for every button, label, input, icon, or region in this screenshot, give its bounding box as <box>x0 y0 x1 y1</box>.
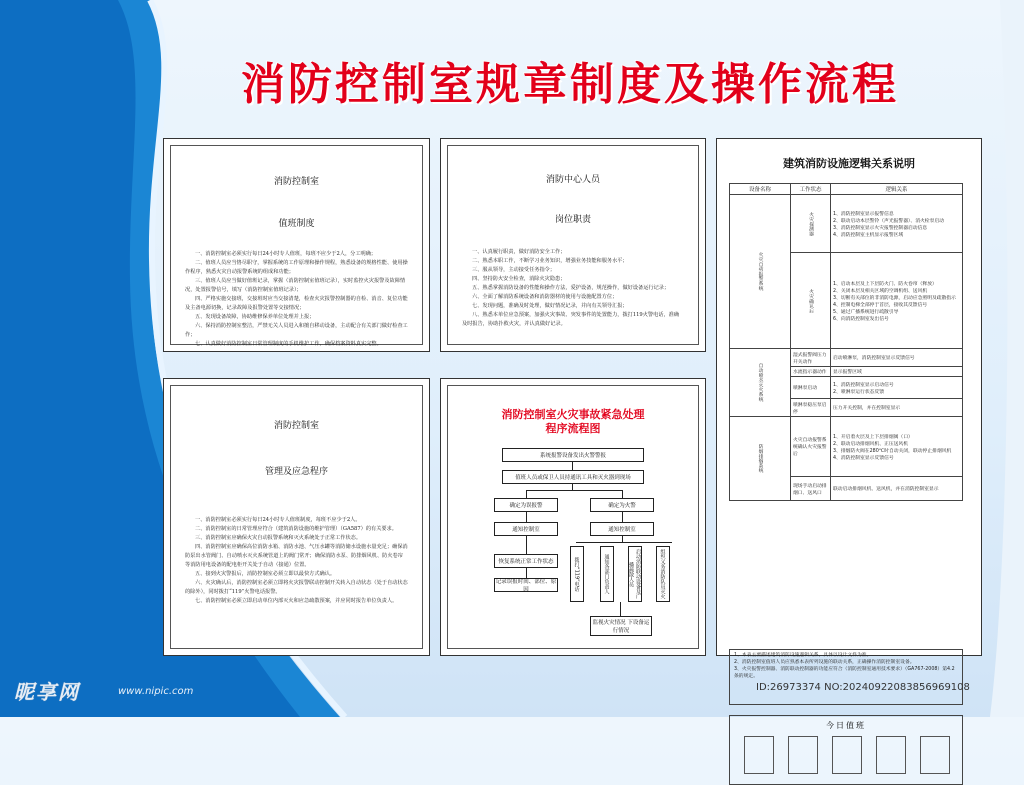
flow-arrow <box>576 542 672 543</box>
logic-table-title: 建筑消防设施逻辑关系说明 <box>783 157 915 170</box>
rule-line: 四、消防控制室应确保高位消防水箱、消防水池、气压水罐等消防储水设施水量充足；确保消防泵出水管阀门、自动喷水灭火系统管道上的阀门常开；确保消防水泵、防排烟风机、防火卷帘等消防用电设备的配电柜开关处于自动（接通）位置。 <box>185 544 408 568</box>
note-line: 1、本表主要描述建筑消防设施逻辑关系，具体以设计文件为准。 <box>734 653 872 658</box>
group-name: 火灾自动报警系统 <box>730 195 791 349</box>
duty-title: 今日值班 <box>826 721 866 730</box>
duty-system-panel <box>163 138 430 352</box>
logic-item: 2、联动启动本层警铃（声光报警器）、消火栓泵启动 <box>833 218 944 224</box>
logic-item: 2、联动启动排烟风机、正压送风机 <box>833 441 909 447</box>
flow-arrow <box>526 490 622 491</box>
rule-line: 四、严格实施交接班，交接班时应当交接清楚，检查火灾报警控制器的自检、消音、复位功能及主备电源切换，记录故障及报警处置等交接情况； <box>185 296 408 311</box>
flow-box-restore: 恢复系统正常工作状态 <box>494 554 558 568</box>
flow-arrow <box>526 512 527 522</box>
panel-subtitle: 岗位职责 <box>554 215 591 225</box>
duty-slot <box>832 736 862 774</box>
row-logic: 启动喷淋泵，消防控制室显示反馈信号 <box>831 349 963 367</box>
flow-box-notify-control-1: 通知控制室 <box>494 522 558 536</box>
emergency-flowchart-panel <box>440 378 706 656</box>
rule-line: 一、消防控制室必须实行每日24小时专人值班制度，每班不应少于2人。 <box>195 517 361 523</box>
col-header-state: 工作状态 <box>791 184 831 195</box>
duty-slot <box>876 736 906 774</box>
logic-item: 3、消防控制室显示火灾报警控制器启动信息 <box>833 225 928 231</box>
panel-subtitle: 值班制度 <box>278 219 315 229</box>
flow-arrow <box>572 462 573 470</box>
rule-line: 一、认真履行职责，做好消防安全工作； <box>472 249 566 255</box>
note-line: 3、火灾报警控制器、消防联动控制器的功能应符合（消防控制室通用技术要求）（GA767-2008）第4.2条的规定。 <box>734 667 955 679</box>
panel-title: 消防中心人员 <box>545 175 600 185</box>
flow-arrow <box>622 490 623 498</box>
row-logic <box>831 253 963 349</box>
panel-title: 消防控制室 <box>273 421 319 431</box>
panel-title: 消防控制室 <box>273 177 319 187</box>
flow-box-call-119: 拨打“119”电话 <box>570 546 584 602</box>
panel-body <box>448 248 698 329</box>
logic-item: 6、向消防控制室发出信号 <box>833 316 889 322</box>
row-state: 火灾探测器 <box>791 195 831 253</box>
management-procedure-panel <box>163 378 430 656</box>
rule-line: 五、接到火灾警报后，消防控制室必须立即以最快方式确认。 <box>195 571 336 577</box>
rule-line: 一、消防控制室必须实行每日24小时专人值班，每班不应少于2人，分工明确； <box>195 251 377 257</box>
watermark-id: ID:26973374 NO:20240922083856969108 <box>756 682 970 693</box>
flow-box-firefight: 组织义务消防队员灭火 <box>656 546 670 602</box>
row-state: 火灾确认后 <box>791 253 831 349</box>
flow-box-linkage: 启动消防联动设备及广播疏散人员 <box>628 546 642 602</box>
rule-line: 五、熟悉掌握消防设备的性能和操作方法，爱护设备，规范操作，做好设备运行记录； <box>472 285 670 291</box>
staff-duties-panel <box>440 138 706 352</box>
duty-slot <box>744 736 774 774</box>
page-title: 消防控制室规章制度及操作流程 <box>241 59 899 110</box>
rule-line: 二、值班人员应当恪尽职守，掌握系统的工作原理和操作规程，熟悉设备的规格性能、使用操作程序，熟悉火灾自动报警系统的组成和功能； <box>185 260 408 275</box>
rule-line: 六、保持消防控制室整洁，严禁无关人员进入和擅自移动设备，主动配合有关部门做好检查工作； <box>185 323 408 338</box>
rule-line: 八、熟悉本单位应急预案，加强火灾事故、突发事件的处置能力，拨打119火警电话，准确及时报告，协助扑救火灾，并认真做好记录。 <box>462 312 680 327</box>
logic-item: 4、消防控制室主机显示报警区域 <box>833 232 904 238</box>
row-logic: 显示报警区域 <box>831 367 963 377</box>
duty-slot <box>920 736 950 774</box>
row-state: 喷淋泵启动 <box>791 377 831 399</box>
flow-box-notify-control-2: 通知控制室 <box>590 522 654 536</box>
rule-line: 三、值班人员应当做好值班记录，掌握（消防控制室值班记录），实时监控火灾报警及故障情况，处置报警信号，填写（消防控制室值班记录）； <box>185 278 406 293</box>
logic-item: 2、喷淋泵运行状态反馈 <box>833 389 885 395</box>
flow-box-monitor: 监视火灾情况 下设备运行情况 <box>590 616 652 636</box>
row-logic <box>831 377 963 399</box>
duty-slot <box>788 736 818 774</box>
panel-body <box>171 250 422 349</box>
row-state: 火灾自动报警系统确认火灾报警后 <box>791 417 831 477</box>
row-state: 水流指示器动作 <box>791 367 831 377</box>
rule-line: 二、熟悉本职工作，不断学习业务知识，增强业务技能和服务水平； <box>472 258 628 264</box>
rule-line: 六、全面了解消防系统设备和消防器材的使用与设施配置方位； <box>472 294 618 300</box>
logic-item: 1、开启着火层及上下层排烟阀（口） <box>833 434 913 440</box>
logic-item: 3、排烟防火阀在280℃时自动关闭，联动停止排烟风机 <box>833 448 952 454</box>
group-name: 自动喷水灭火系统 <box>730 349 791 417</box>
flow-box-fire-confirmed: 确定为火警 <box>590 498 654 512</box>
panel-subtitle: 管理及应急程序 <box>264 467 328 477</box>
col-header-logic: 逻辑关系 <box>831 184 963 195</box>
logic-item: 2、关闭本层及相关区域的空调机组、送风机 <box>833 288 928 294</box>
flow-box-false-alarm: 确定为误报警 <box>494 498 558 512</box>
watermark-url: www.nipic.com <box>118 686 194 697</box>
flow-arrow <box>622 536 623 542</box>
flow-box-alarm: 系统报警设备发出火警警报 <box>502 448 644 462</box>
row-logic <box>831 195 963 253</box>
panel-body <box>171 516 422 606</box>
flow-arrow <box>526 490 527 498</box>
logic-item: 5、通过广播系统进行疏散引导 <box>833 309 899 315</box>
group-name: 防烟排烟系统 <box>730 417 791 501</box>
flow-arrow <box>526 536 527 554</box>
flow-arrow <box>572 484 573 490</box>
rule-line: 四、坚持防火安全检查，消除火灾隐患； <box>472 276 566 282</box>
today-duty-box <box>729 715 963 785</box>
row-state: 喷淋泵稳压泵启停 <box>791 399 831 417</box>
logic-item: 1、启动本层及上下层防火门、防火卷帘（释放） <box>833 281 937 287</box>
row-logic: 压力开关控制，并在控制室显示 <box>831 399 963 417</box>
flow-arrow <box>622 512 623 522</box>
row-state: 现场手动启动排烟口、送风口 <box>791 477 831 501</box>
rule-line: 二、消防控制室的日常管理应符合（建筑消防设施的维护管理）（GA587）的有关要求。 <box>195 526 397 532</box>
flow-arrow <box>620 602 621 616</box>
row-logic: 联动启动排烟风机、送风机，并在消防控制室显示 <box>831 477 963 501</box>
logic-item: 3、切断有关部位的非消防电源，启动应急照明及疏散指示 <box>833 295 956 301</box>
logic-table <box>729 183 963 501</box>
logic-item: 1、消防控制室显示启动信号 <box>833 382 894 388</box>
rule-line: 三、消防控制室应确保火灾自动报警系统和灭火系统处于正常工作状态。 <box>195 535 362 541</box>
rule-line: 三、服从领导，主动接受任务指令； <box>472 267 556 273</box>
rule-line: 七、消防控制室必须立即启动单位内部灭火和应急疏散预案，并应同时报告单位负责人。 <box>195 598 398 604</box>
logic-item: 4、控制电梯全部停于首层，接收其反馈信号 <box>833 302 928 308</box>
flowchart-subtitle: 程序流程图 <box>545 422 601 435</box>
col-header-device: 设备名称 <box>730 184 791 195</box>
row-logic <box>831 417 963 477</box>
rule-line: 七、认真做好消防控制室日常管理制度的手机维护工作，确保档案资料真实完整。 <box>195 341 382 347</box>
flowchart-title: 消防控制室火灾事故紧急处理 <box>501 408 645 421</box>
rule-line: 五、发现设备故障，协助维修保养单位处理并上报； <box>195 314 315 320</box>
logic-notes <box>729 649 963 705</box>
flow-box-notify-heads: 通知各部门负责人 <box>600 546 614 602</box>
watermark-logo: 昵享网 <box>14 680 80 704</box>
rule-line: 六、火灾确认后，消防控制室必须立即将火灾报警联动控制开关转入自动状态（处于自动状态的除外），同时拨打“119”火警电话报警。 <box>185 580 408 595</box>
logic-item: 1、消防控制室显示报警信息 <box>833 211 894 217</box>
flow-box-record: 记录误报时间、部位、原因 <box>495 579 557 593</box>
note-line: 2、消防控制室值班人员应熟悉本表所列设施的联动关系，正确操作消防控制室设备。 <box>734 660 915 665</box>
row-state: 湿式报警阀压力开关动作 <box>791 349 831 367</box>
rule-line: 七、发现问题，准确及时处理，做好情况记录，并向有关领导汇报； <box>472 303 628 309</box>
logic-item: 4、消防控制室显示反馈信号 <box>833 455 894 461</box>
flow-box-onsite: 值班人员或保卫人员持通讯工具和灭火器到现场 <box>502 470 644 484</box>
